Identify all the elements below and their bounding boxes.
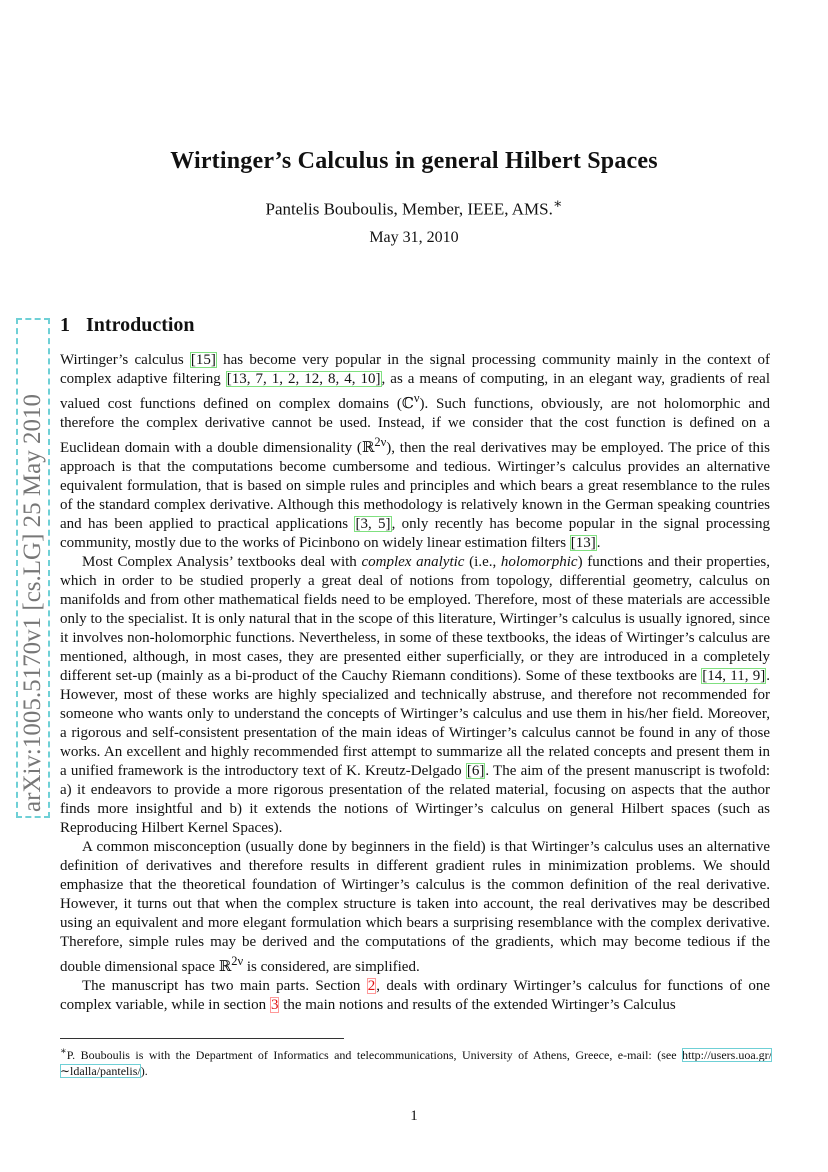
paper-title: Wirtinger’s Calculus in general Hilbert Spaces bbox=[170, 148, 658, 174]
citation-link[interactable]: [13] bbox=[570, 535, 596, 551]
superscript: ν bbox=[413, 391, 420, 405]
superscript: 2ν bbox=[374, 435, 387, 449]
page-number: 1 bbox=[410, 1108, 418, 1124]
text-run: ), then the real derivatives may be employed. The price of this approach is that the computations become cumbersome and tedious. Wirtinger’s calculus provides an alternative equivalent formulation, that is based on simple rules and principles and which bears a great resemblance to the rules of the standard complex derivative. Although this methodology is relatively known in the German speaking countries and has been applied to practical applications bbox=[60, 440, 770, 532]
text-run: The manuscript has two main parts. Section bbox=[82, 978, 367, 994]
paragraph-4 bbox=[60, 977, 770, 1015]
paragraph-3 bbox=[60, 838, 770, 977]
text-run: , as a means of computing, in an elegant way, gradients of real valued cost functions defined on complex domains (ℂ bbox=[60, 371, 771, 412]
text-run: ) functions and their properties, which in order to be studied properly a great deal of notions from topology, differential geometry, calculus on manifolds and from other mathematical fields need to be employed. Therefore, most of these materials are accessible only to the specialist. It is only natural that in the scope of this literature, Wirtinger’s calculus is usually ignored, since it involves non-holomorphic functions. Nevertheless, in some of these textbooks, the ideas of Wirtinger’s calculus are mentioned, although, in most cases, they are presented either superficially, or they are introduced in a completely different set-up (mainly as a bi-product of the Cauchy Riemann conditions). Some of these textbooks are bbox=[60, 554, 771, 684]
text-run: . The aim of the present manuscript is twofold: a) it endeavors to provide a more rigorous presentation of the related material, focusing on aspects that the author finds more insightful and b) it extends the notions of Wirtinger’s calculus on general Hilbert spaces (such as Reproducing Hilbert Kernel Spaces). bbox=[60, 763, 770, 836]
citation-link[interactable]: [13, 7, 1, 2, 12, 8, 4, 10] bbox=[226, 371, 381, 387]
section-ref-link[interactable]: 3 bbox=[270, 997, 279, 1013]
emphasis: complex analytic bbox=[361, 554, 465, 570]
citation-link[interactable]: [15] bbox=[190, 352, 216, 368]
footnote bbox=[60, 1044, 772, 1079]
superscript: 2ν bbox=[231, 954, 244, 968]
text-run: . bbox=[596, 535, 601, 551]
citation-link[interactable]: [6] bbox=[466, 763, 485, 779]
section-heading bbox=[60, 314, 195, 337]
author-line bbox=[0, 196, 828, 220]
text-run: , deals with ordinary Wirtinger’s calculus for functions of one complex variable, while in section bbox=[60, 978, 771, 1013]
section-number: 1 bbox=[60, 314, 70, 336]
footnote-mark: ∗ bbox=[60, 1046, 67, 1057]
section-ref-link[interactable]: 2 bbox=[367, 978, 376, 994]
body-text bbox=[60, 351, 770, 1015]
footnote-end: ). bbox=[140, 1064, 148, 1078]
author-footnote-mark[interactable]: ∗ bbox=[552, 196, 563, 212]
text-run: the main notions and results of the extended Wirtinger’s Calculus bbox=[279, 997, 676, 1013]
arxiv-identifier-stamp[interactable]: arXiv:1005.5170v1 [cs.LG] 25 May 2010 bbox=[16, 318, 50, 818]
paragraph-1 bbox=[60, 351, 770, 553]
author-name: Pantelis Bouboulis, Member, IEEE, AMS. bbox=[265, 199, 553, 219]
footnote-text: P. Bouboulis is with the Department of Informatics and telecommunications, University of Athens, Greece, e-mail: (see bbox=[66, 1048, 682, 1062]
text-run: is considered, are simplified. bbox=[243, 959, 420, 975]
footnote-url-link[interactable]: http://users.uoa.gr/∼ldalla/pantelis/ bbox=[60, 1048, 772, 1078]
citation-link[interactable]: [14, 11, 9] bbox=[702, 668, 766, 684]
text-run: has become very popular in the signal processing community mainly in the context of complex adaptive filtering bbox=[60, 352, 770, 387]
paragraph-2 bbox=[60, 553, 770, 838]
text-run: , only recently has become popular in the signal processing community, mostly due to the works of Picinbono on widely linear estimation filters bbox=[60, 516, 770, 551]
text-run: Most Complex Analysis’ textbooks deal with bbox=[82, 554, 362, 570]
citation-link[interactable]: [3, 5] bbox=[355, 516, 391, 532]
emphasis: holomorphic bbox=[500, 554, 578, 570]
footnote-rule bbox=[60, 1038, 344, 1039]
text-run: . However, most of these works are highly specialized and technically abstruse, and therefore not recommended for someone who wants only to understand the concepts of Wirtinger’s calculus and use them in his/her field. Moreover, a rigorous and self-consistent presentation of the main ideas of Wirtinger’s calculus cannot be found in any of those works. An excellent and highly recommended first attempt to summarize all the related concepts and present them in a unified framework is the introductory text of K. Kreutz-Delgado bbox=[60, 668, 770, 779]
text-run: A common misconception (usually done by beginners in the field) is that Wirtinger’s calculus uses an alternative definition of derivatives and therefore results in different gradient rules in minimization problems. We should emphasize that the theoretical foundation of Wirtinger’s calculus is the common definition of the real derivative. However, it turns out that when the complex structure is taken into account, the real derivatives may be described using an equivalent and more elegant formulation which bears a surprising resemblance with the complex derivative. Therefore, simple rules may be derived and the computations of the gradients, which may become tedious if the double dimensional space ℝ bbox=[60, 839, 770, 975]
text-run: Wirtinger’s calculus bbox=[60, 352, 190, 368]
text-run: ). Such functions, obviously, are not holomorphic and therefore the complex derivative cannot be used. Instead, if we consider that the cost function is defined on a Euclidean domain with a double dimensionality (ℝ bbox=[60, 396, 770, 456]
paper-date: May 31, 2010 bbox=[369, 229, 459, 246]
text-run: (i.e., bbox=[464, 554, 501, 570]
section-title: Introduction bbox=[86, 314, 195, 336]
